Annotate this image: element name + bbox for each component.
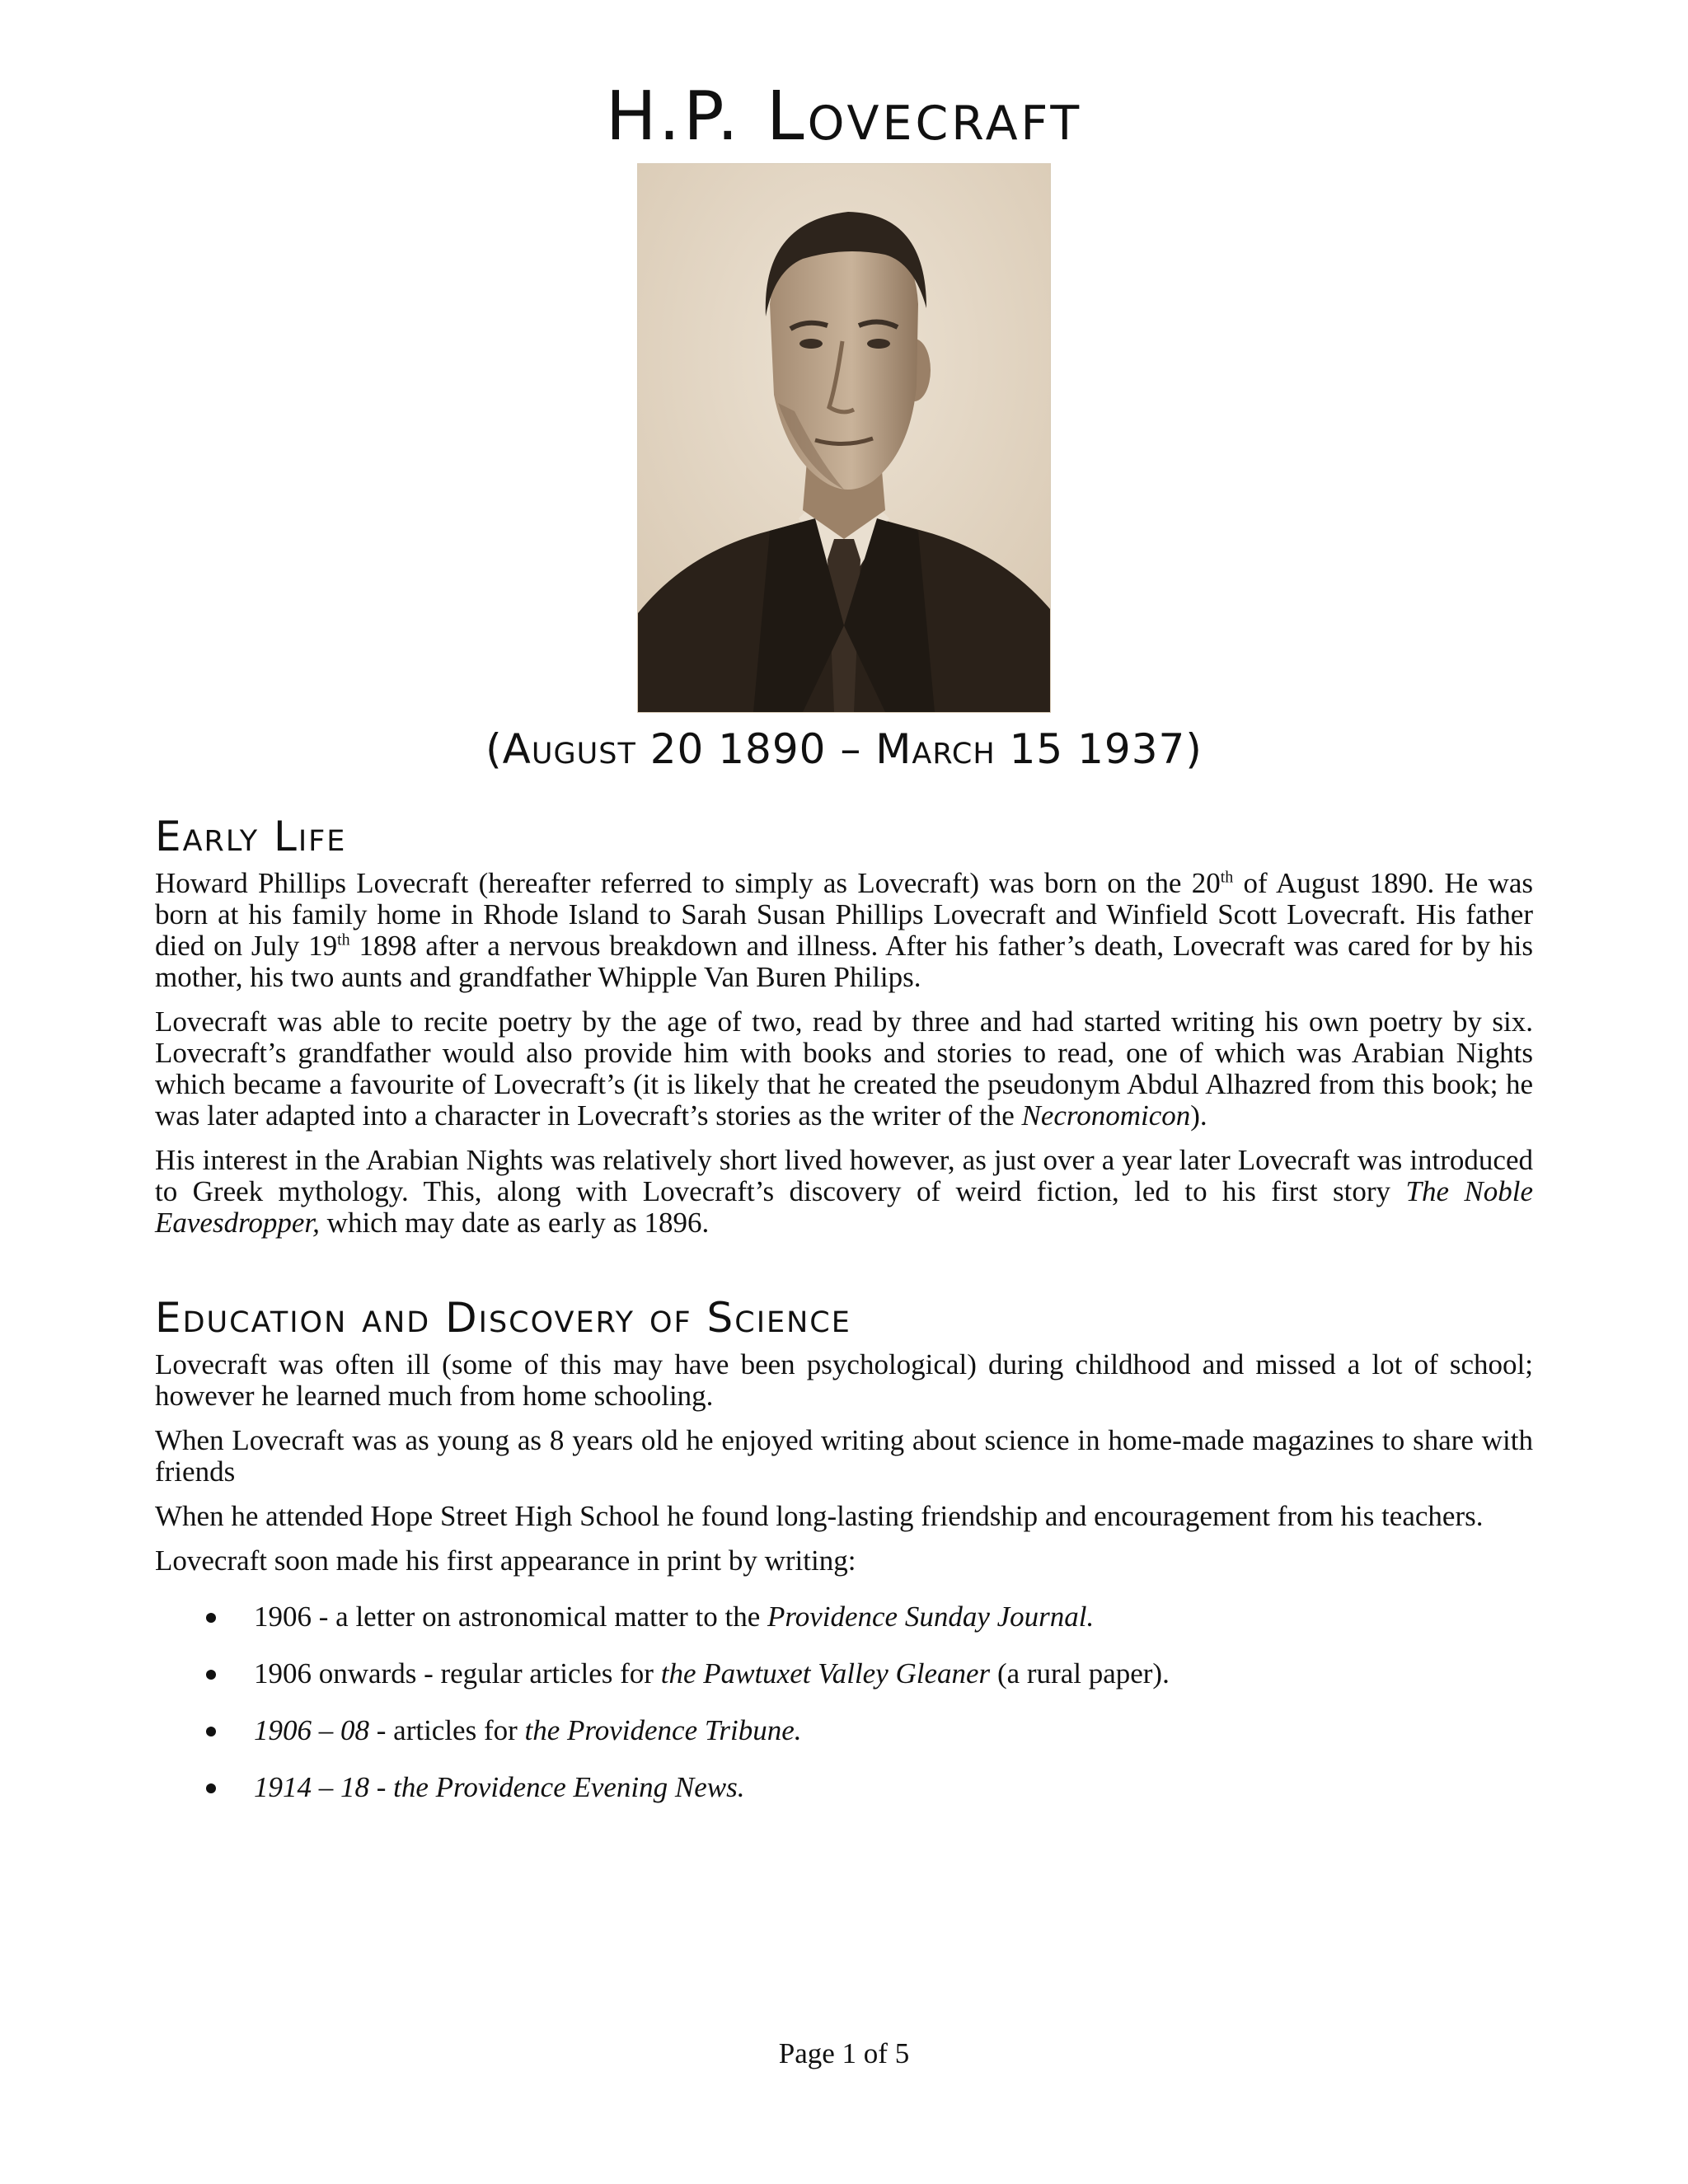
- publication-list: [155, 1601, 1533, 1803]
- italic-title: Providence Sunday Journal.: [767, 1601, 1095, 1633]
- early-life-paragraph-3: [155, 1145, 1533, 1239]
- italic-title: the Providence Tribune.: [524, 1714, 802, 1746]
- superscript: th: [337, 930, 350, 949]
- superscript: th: [1220, 868, 1234, 887]
- early-life-paragraph-2: [155, 1006, 1533, 1132]
- text-run: Howard Phillips Lovecraft (hereafter referred to simply as Lovecraft) was born on the 20: [155, 867, 1221, 899]
- lifespan-caption: (August 20 1890 – March 15 1937): [485, 725, 1203, 773]
- portrait-illustration: [638, 164, 1050, 712]
- text-run: which may date as early as 1896.: [319, 1207, 710, 1239]
- list-item: [254, 1658, 1533, 1690]
- text-run: (a rural paper).: [990, 1657, 1170, 1690]
- text-run: ).: [1190, 1099, 1207, 1132]
- education-paragraph-3: When he attended Hope Street High School he found long-lasting friendship and encouragement from his teachers.: [155, 1500, 1484, 1532]
- page-title: H.P. Lovecraft: [605, 77, 1083, 156]
- italic-title: The Noble Eavesdropper,: [155, 1175, 1534, 1239]
- italic-date: 1914 – 18 - the Providence Evening News.: [254, 1771, 745, 1803]
- page-number: Page 1 of 5: [778, 2037, 910, 2069]
- education-paragraph-1: Lovecraft was often ill (some of this may have been psychological) during childhood and missed a lot of school; however he learned much from home schooling.: [155, 1348, 1533, 1412]
- italic-title: Necronomicon: [1021, 1099, 1191, 1132]
- portrait-wrapper: [155, 163, 1533, 713]
- text-run: - articles for: [369, 1714, 525, 1746]
- italic-title: the Pawtuxet Valley Gleaner: [660, 1657, 991, 1690]
- portrait-photo: [637, 163, 1051, 713]
- early-life-paragraph-1: [155, 868, 1533, 993]
- italic-date: 1906 – 08: [254, 1714, 369, 1746]
- section-heading-education: Education and Discovery of Science: [155, 1294, 851, 1342]
- text-run: 1906 onwards - regular articles for: [254, 1657, 661, 1690]
- list-item: [254, 1601, 1533, 1633]
- text-run: His interest in the Arabian Nights was relatively short lived however, as just over a year later Lovecraft was introduced to Greek mythology. This, along with Lovecraft’s discovery of weird fiction, led to his first story: [155, 1144, 1533, 1207]
- text-run: 1898 after a nervous breakdown and illness. After his father’s death, Lovecraft was cared for by his mother, his two aunts and grandfather Whipple Van Buren Philips.: [155, 930, 1533, 993]
- text-run: 1906 - a letter on astronomical matter to the: [254, 1601, 767, 1633]
- text-run: of August 1890. He was born at his family home in Rhode Island to Sarah Susan Phillips Lovecraft and Winfield Scott Lovecraft. His father died on July 19: [155, 867, 1533, 962]
- section-heading-early-life: Early Life: [155, 813, 347, 860]
- education-paragraph-2: When Lovecraft was as young as 8 years old he enjoyed writing about science in home-made magazines to share with friends: [155, 1424, 1533, 1488]
- education-paragraph-4: Lovecraft soon made his first appearance in print by writing:: [155, 1544, 856, 1577]
- text-run: Lovecraft was able to recite poetry by the age of two, read by three and had started writing his own poetry by six. Lovecraft’s grandfather would also provide him with books and stories to read, one of which was Arabian Nights which became a favourite of Lovecraft’s (it is likely that he created the pseudonym Abdul Alhazred from this book; he was later adapted into a character in Lovecraft’s stories as the writer of the: [155, 1005, 1533, 1132]
- list-item: [254, 1715, 1533, 1746]
- list-item: [254, 1772, 1533, 1803]
